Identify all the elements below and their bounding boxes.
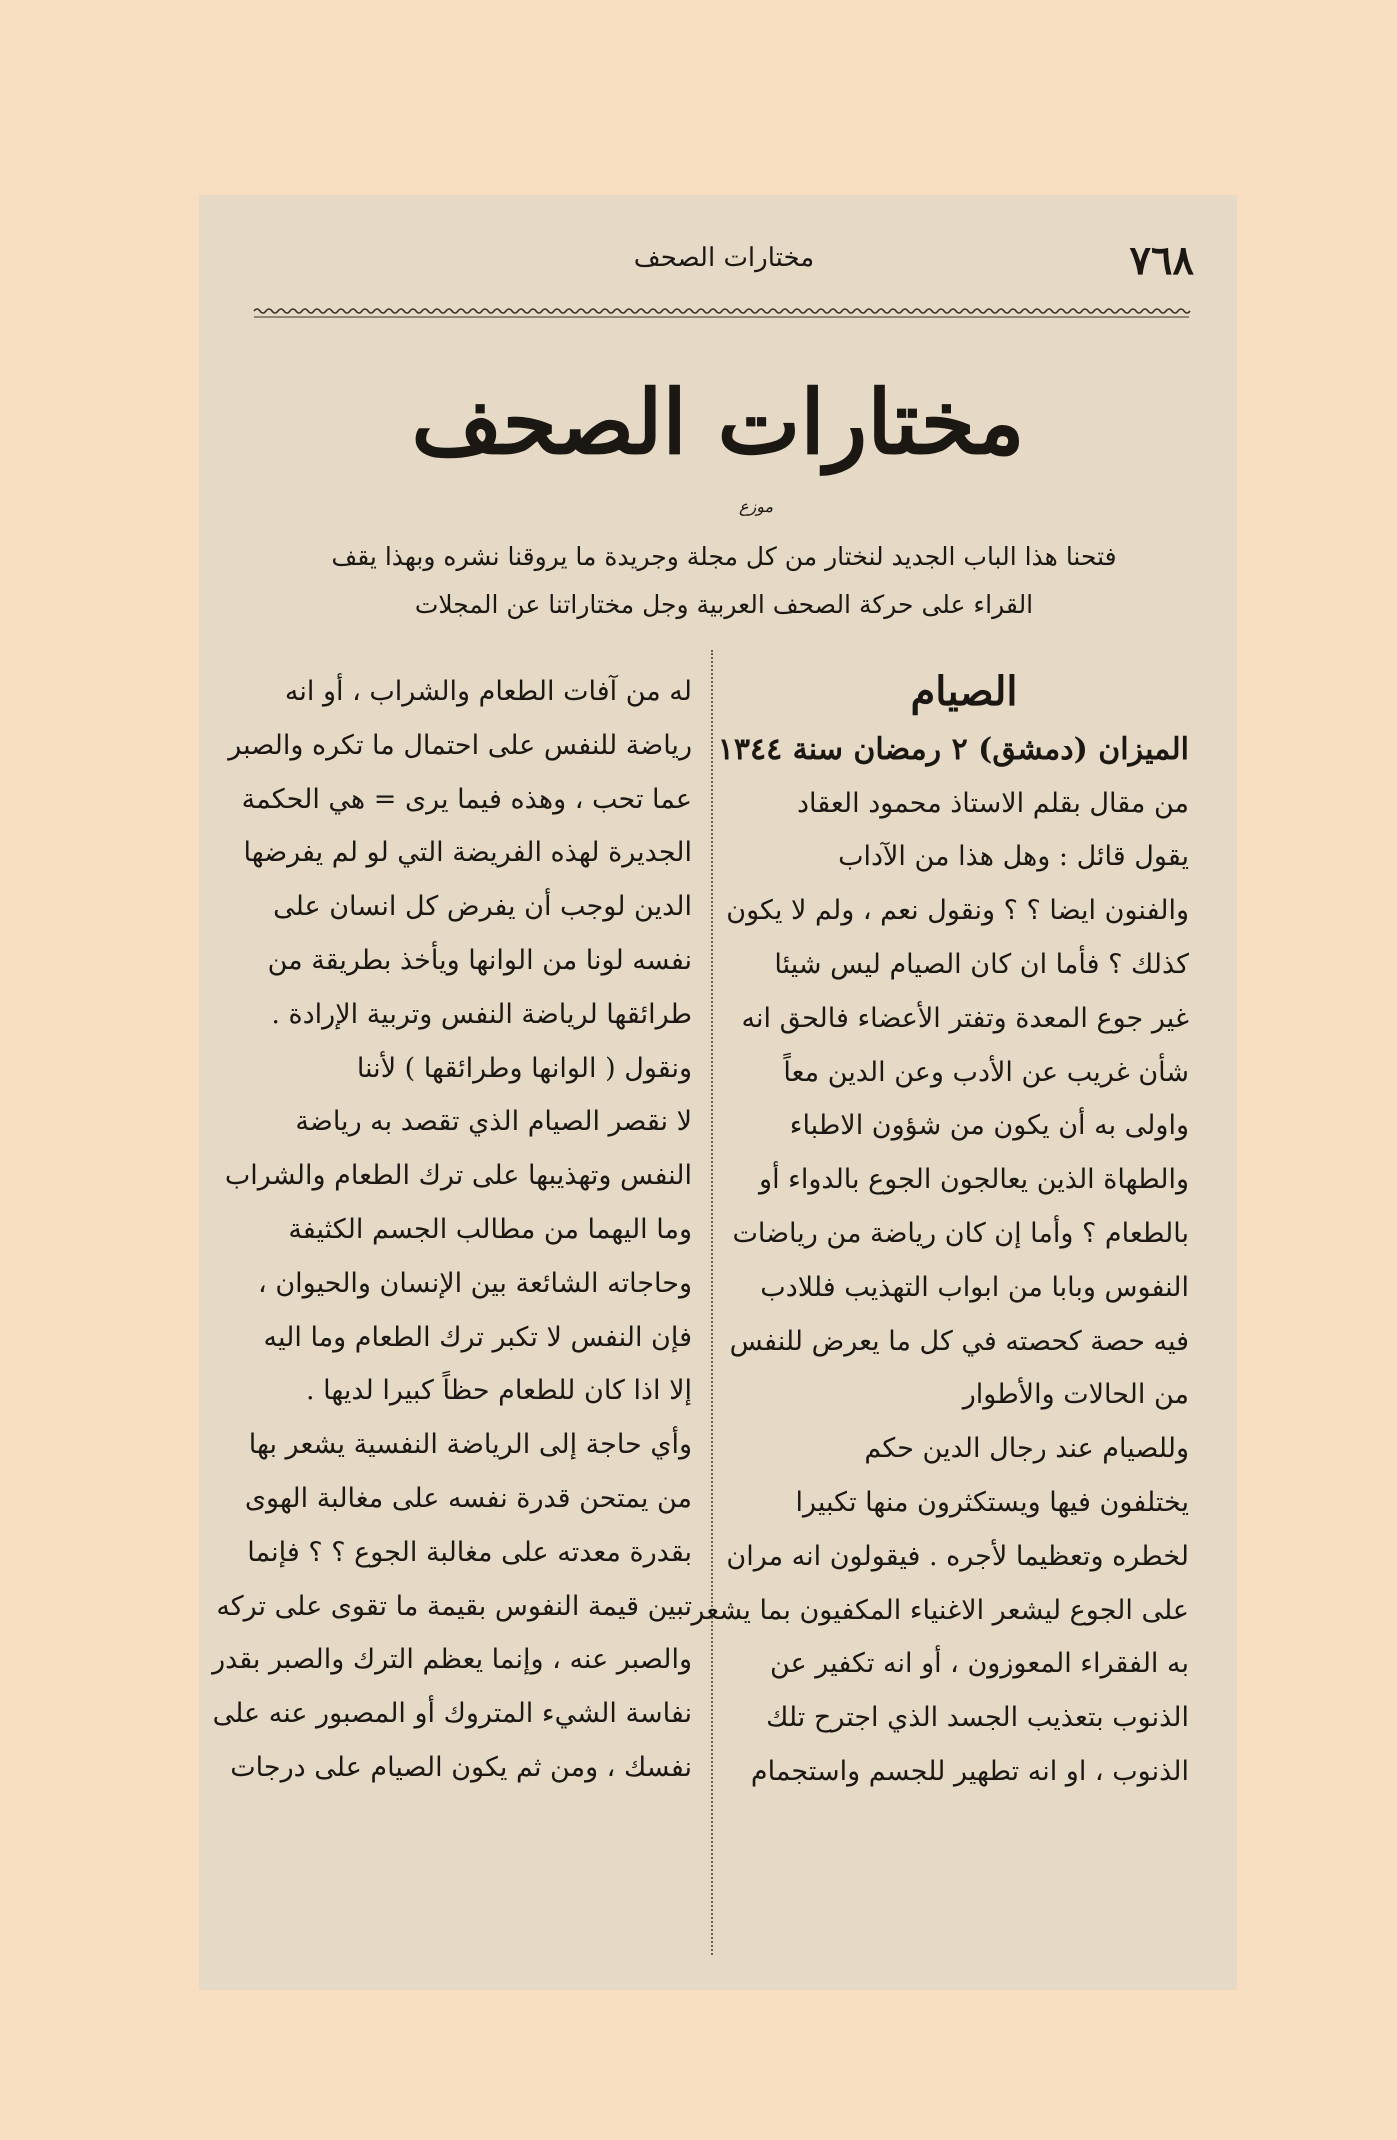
- scanned-page: [199, 195, 1237, 1990]
- page-number: ٧٦٨: [1129, 237, 1194, 284]
- page-header: [254, 237, 1194, 287]
- text-line: بالطعام ؟ وأما إن كان رياضة من رياضات: [732, 1217, 1189, 1249]
- running-head: مختارات الصحف: [633, 243, 815, 273]
- article-left-column: [212, 665, 692, 1795]
- article-right-column: [691, 665, 1189, 1799]
- text-line: وحاجاته الشائعة بين الإنسان والحيوان ،: [258, 1267, 692, 1299]
- text-line: نفسك ، ومن ثم يكون الصيام على درجات: [230, 1751, 692, 1783]
- text-line: عما تحب ، وهذه فيما يرى = هي الحكمة: [241, 783, 692, 815]
- text-line: الذنوب بتعذيب الجسد الذي اجترح تلك: [766, 1702, 1189, 1734]
- text-line: فيه حصة كحصته في كل ما يعرض للنفس: [729, 1325, 1189, 1357]
- text-line: وما اليهما من مطالب الجسم الكثيفة: [288, 1213, 692, 1245]
- text-line: والفنون ايضا ؟ ؟ ونقول نعم ، ولم لا يكون: [726, 895, 1189, 927]
- text-line: الجديرة لهذه الفريضة التي لو لم يفرضها: [243, 837, 692, 869]
- text-line: نفاسة الشيء المتروك أو المصبور عنه على: [212, 1698, 692, 1730]
- text-line: فإن النفس لا تكبر ترك الطعام وما اليه: [263, 1321, 692, 1353]
- text-line: والصبر عنه ، وإنما يعظم الترك والصبر بقدر: [212, 1644, 692, 1676]
- text-line: رياضة للنفس على احتمال ما تكره والصبر: [228, 729, 692, 761]
- text-line: من يمتحن قدرة نفسه على مغالبة الهوى: [244, 1482, 692, 1514]
- text-line: على الجوع ليشعر الاغنياء المكفيون بما يشعر: [691, 1594, 1189, 1626]
- text-line: له من آفات الطعام والشراب ، أو انه: [284, 676, 692, 707]
- text-line: بقدرة معدته على مغالبة الجوع ؟ ؟ فإنما: [247, 1536, 692, 1568]
- text-line: شأن غريب عن الأدب وعن الدين معاً: [783, 1056, 1189, 1088]
- text-line: الدين لوجب أن يفرض كل انسان على: [273, 891, 692, 923]
- text-line: وللصيام عند رجال الدين حكم: [864, 1433, 1189, 1465]
- text-line: لا نقصر الصيام الذي تقصد به رياضة: [295, 1106, 692, 1138]
- article-title: الصيام: [910, 668, 1018, 715]
- intro-line: القراء على حركة الصحف العربية وجل مختاراتنا عن المجلات: [414, 590, 1034, 619]
- text-line: الذنوب ، او انه تطهير للجسم واستجمام: [750, 1755, 1189, 1787]
- text-line: يختلفون فيها ويستكثرون منها تكبيرا: [795, 1486, 1189, 1518]
- column-divider: [711, 650, 713, 1955]
- text-line: يقول قائل : وهل هذا من الآداب: [838, 841, 1189, 873]
- calligrapher-signature: موزع: [739, 497, 774, 516]
- text-line: غير جوع المعدة وتفتر الأعضاء فالحق انه: [741, 1002, 1189, 1034]
- text-line: من الحالات والأطوار: [962, 1379, 1189, 1411]
- text-line: إلا اذا كان للطعام حظاً كبيرا لديها .: [306, 1375, 692, 1407]
- intro-line: فتحنا هذا الباب الجديد لنختار من كل مجلة وجريدة ما يروقنا نشره وبهذا يقف: [331, 542, 1117, 571]
- text-line: لخطره وتعظيما لأجره . فيقولون انه مران: [726, 1540, 1189, 1572]
- text-line: ونقول ( الوانها وطرائقها ) لأننا: [356, 1052, 692, 1084]
- text-line: من مقال بقلم الاستاذ محمود العقاد: [796, 787, 1189, 819]
- text-line: نفسه لونا من الوانها ويأخذ بطريقة من: [267, 944, 692, 976]
- text-line: كذلك ؟ فأما ان كان الصيام ليس شيئا: [774, 948, 1189, 980]
- text-line: والطهاة الذين يعالجون الجوع بالدواء أو: [759, 1164, 1189, 1196]
- section-introduction: [289, 533, 1159, 629]
- text-line: به الفقراء المعوزون ، أو انه تكفير عن: [770, 1648, 1189, 1680]
- text-line: وأي حاجة إلى الرياضة النفسية يشعر بها: [248, 1429, 692, 1461]
- article-dateline: الميزان (دمشق) ٢ رمضان سنة ١٣٤٤: [717, 731, 1189, 767]
- section-masthead: مختارات الصحف: [411, 370, 1025, 474]
- text-line: واولى به أن يكون من شؤون الاطباء: [789, 1110, 1189, 1142]
- text-line: طرائقها لرياضة النفس وتربية الإرادة .: [271, 998, 692, 1030]
- text-line: النفوس وبابا من ابواب التهذيب فللادب: [760, 1271, 1189, 1303]
- text-line: تبين قيمة النفوس بقيمة ما تقوى على تركه: [216, 1590, 692, 1622]
- text-line: النفس وتهذيبها على ترك الطعام والشراب: [224, 1160, 692, 1192]
- wavy-divider-rule: [254, 307, 1189, 319]
